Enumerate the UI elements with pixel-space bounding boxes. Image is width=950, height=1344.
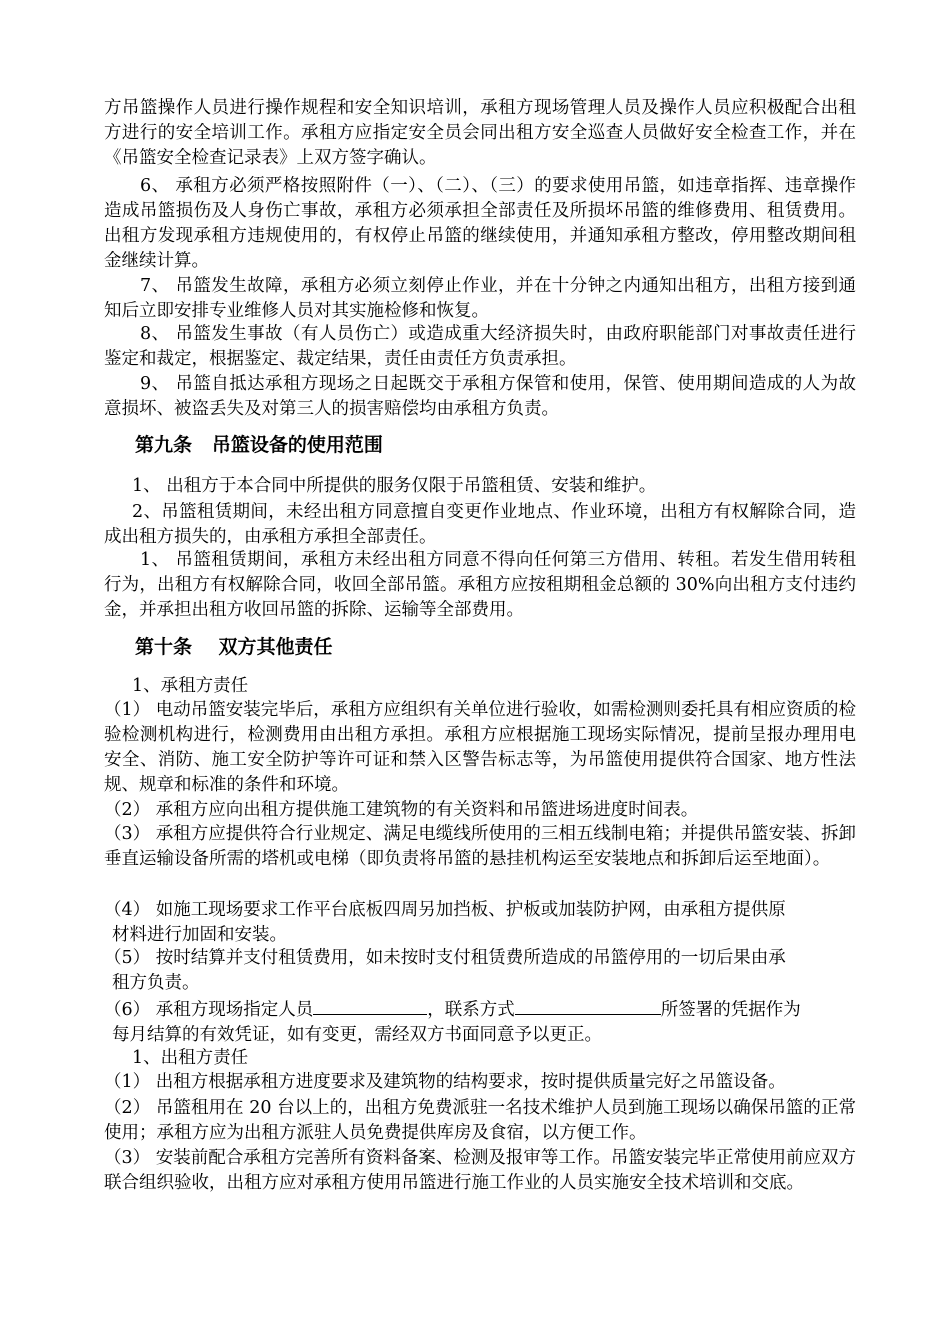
contact-label: ，联系方式: [427, 1000, 515, 1020]
lessee-item-6-tail: 所签署的凭据作为: [660, 1000, 801, 1020]
article-9-item-3: 1、 吊篮租赁期间，承租方未经出租方同意不得向任何第三方借用、转租。若发生借用转租行为，出租方有权解除合同，收回全部吊篮。承租方应按租期租金总额的 30%向出租方支付违约金，并承担出租方收回吊篮的拆除、运输等全部费用。: [104, 550, 856, 620]
clause-6: 6、 承租方必须严格按照附件（一）、（二）、（三）的要求使用吊篮，如违章指挥、违章操作造成吊篮损伤及人身伤亡事故，承租方必须承担全部责任及所损坏吊篮的维修费用、租赁费用。出租方发现承租方违规使用的，有权停止吊篮的继续使用，并通知承租方整改，停用整改期间租金继续计算。: [104, 176, 856, 271]
clause-7: 7、 吊篮发生故障，承租方必须立刻停止作业，并在十分钟之内通知出租方，出租方接到通知后立即安排专业维修人员对其实施检修和恢复。: [104, 276, 856, 321]
lessee-item-4-line-1: （4） 如施工现场要求工作平台底板四周另加挡板、护板或加装防护网，由承租方提供原: [104, 900, 786, 920]
lessee-item-1: （1） 电动吊篮安装完毕后，承租方应组织有关单位进行验收，如需检测则委托具有相应资质的检验检测机构进行，检测费用由出租方承担。承租方应根据施工现场实际情况，提前呈报办理用电安全、消防、施工安全防护等许可证和禁入区警告标志等，为吊篮使用提供符合国家、地方性法规、规章和标准的条件和环境。: [104, 700, 856, 795]
lessee-item-3: （3） 承租方应提供符合行业规定、满足电缆线所使用的三相五线制电箱；并提供吊篮安装、拆卸垂直运输设备所需的塔机或电梯（即负责将吊篮的悬挂机构运至安装地点和拆卸后运至地面）。: [104, 824, 856, 869]
lessee-item-6-line-2: 每月结算的有效凭证，如有变更，需经双方书面同意予以更正。: [112, 1025, 602, 1045]
contact-info-blank[interactable]: [515, 996, 661, 1015]
lessee-item-2: （2） 承租方应向出租方提供施工建筑物的有关资料和吊篮进场进度时间表。: [104, 800, 699, 820]
lessee-item-5: [104, 946, 856, 996]
lessee-item-4: [104, 898, 856, 948]
lessor-responsibility-heading: 1、出租方责任: [132, 1048, 249, 1068]
lessee-item-4-line-2: 材料进行加固和安装。: [112, 925, 287, 945]
lessee-item-5-line-2: 租方负责。: [112, 973, 200, 993]
lessee-responsibility-heading: 1、承租方责任: [132, 676, 249, 696]
designated-person-blank[interactable]: [313, 996, 427, 1015]
lessee-item-6: [104, 996, 856, 1048]
clause-9: 9、 吊篮自抵达承租方现场之日起既交于承租方保管和使用，保管、使用期间造成的人为故意损坏、被盗丢失及对第三人的损害赔偿均由承租方负责。: [104, 374, 856, 419]
article-9-heading: 第九条 吊篮设备的使用范围: [135, 434, 383, 456]
article-9-item-2: 2、吊篮租赁期间，未经出租方同意擅自变更作业地点、作业环境，出租方有权解除合同，造成出租方损失的，由承租方承担全部责任。: [104, 502, 856, 547]
lessor-item-1: （1） 出租方根据承租方进度要求及建筑物的结构要求，按时提供质量完好之吊篮设备。: [104, 1072, 786, 1092]
lessee-item-6-line-1: [104, 996, 856, 1023]
lessee-item-5-line-1: （5） 按时结算并支付租赁费用，如未按时支付租赁费所造成的吊篮停用的一切后果由承: [104, 948, 786, 968]
article-9-item-1: 1、 出租方于本合同中所提供的服务仅限于吊篮租赁、安装和维护。: [132, 476, 657, 496]
lessee-item-6-label: （6） 承租方现场指定人员: [104, 1000, 314, 1020]
clause-8: 8、 吊篮发生事故（有人员伤亡）或造成重大经济损失时，由政府职能部门对事故责任进行鉴定和裁定，根据鉴定、裁定结果，责任由责任方负责承担。: [104, 324, 856, 369]
article-10-heading: 第十条 双方其他责任: [135, 636, 333, 658]
paragraph-intro: 方吊篮操作人员进行操作规程和安全知识培训，承租方现场管理人员及操作人员应积极配合出租方进行的安全培训工作。承租方应指定安全员会同出租方安全巡查人员做好安全检查工作，并在《吊篮安全检查记录表》上双方签字确认。: [104, 98, 856, 168]
lessor-item-3: （3） 安装前配合承租方完善所有资料备案、检测及报审等工作。吊篮安装完毕正常使用前应双方联合组织验收，出租方应对承租方使用吊篮进行施工作业的人员实施安全技术培训和交底。: [104, 1148, 856, 1193]
lessor-item-2: （2） 吊篮租用在 20 台以上的，出租方免费派驻一名技术维护人员到施工现场以确保吊篮的正常使用；承租方应为出租方派驻人员免费提供库房及食宿，以方便工作。: [104, 1098, 856, 1143]
